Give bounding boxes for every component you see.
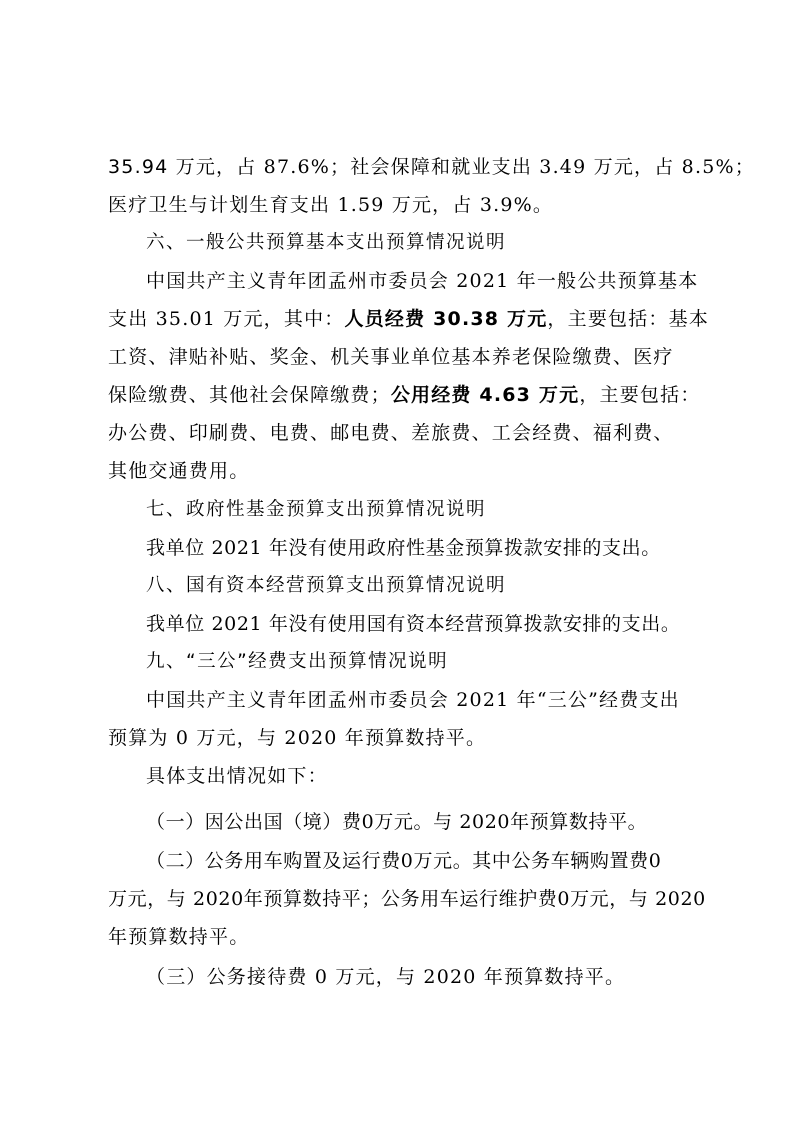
text-line: 工资、津贴补贴、奖金、机关事业单位基本养老保险缴费、医疗 xyxy=(108,346,674,368)
line-text: ，主要包括：基本 xyxy=(547,308,710,330)
section-heading-6: 六、一般公共预算基本支出预算情况说明 xyxy=(146,232,507,253)
text-line xyxy=(108,306,708,332)
personnel-expense-text: 人员经费 30.38 万元 xyxy=(344,308,548,330)
text-line: 具体支出情况如下： xyxy=(146,765,328,787)
text-line: 年预算数持平。 xyxy=(108,926,250,948)
text-line: （一）因公出国（境）费0万元。与 2020年预算数持平。 xyxy=(146,811,648,833)
text-line: （三）公务接待费 0 万元，与 2020 年预算数持平。 xyxy=(146,966,626,988)
text-line: 我单位 2021 年没有使用政府性基金预算拨款安排的支出。 xyxy=(146,537,661,559)
amount-text: 35.94 xyxy=(108,156,169,178)
line-text: ，主要包括： xyxy=(579,384,701,406)
text-line: 预算为 0 万元，与 2020 年预算数持平。 xyxy=(108,727,487,749)
line-text: 万元，占 87.6%；社会保障和就业支出 3.49 万元，占 8.5%； xyxy=(168,156,755,178)
text-line: 中国共产主义青年团孟州市委员会 2021 年一般公共预算基本 xyxy=(146,270,699,292)
text-line: 办公费、印刷费、电费、邮电费、差旅费、工会经费、福利费、 xyxy=(108,422,674,444)
text-line: 医疗卫生与计划生育支出 1.59 万元，占 3.9%。 xyxy=(108,194,554,216)
text-line xyxy=(108,154,755,180)
text-line: （二）公务用车购置及运行费0万元。其中公务车辆购置费0 xyxy=(146,850,662,872)
text-line: 我单位 2021 年没有使用国有资本经营预算拨款安排的支出。 xyxy=(146,613,681,635)
section-heading-8: 八、国有资本经营预算支出预算情况说明 xyxy=(146,575,507,596)
line-text: 支出 35.01 万元，其中： xyxy=(108,308,345,330)
text-line: 其他交通费用。 xyxy=(108,460,250,482)
section-heading-9: 九、“三公”经费支出预算情况说明 xyxy=(146,651,449,672)
text-line: 万元，与 2020年预算数持平；公务用车运行维护费0万元，与 2020 xyxy=(108,888,706,910)
text-line: 中国共产主义青年团孟州市委员会 2021 年“三公”经费支出 xyxy=(146,689,680,711)
text-line xyxy=(108,382,708,408)
line-text: 保险缴费、其他社会保障缴费； xyxy=(108,384,391,406)
public-expense-text: 公用经费 4.63 万元 xyxy=(390,384,580,406)
section-heading-7: 七、政府性基金预算支出预算情况说明 xyxy=(146,499,487,520)
